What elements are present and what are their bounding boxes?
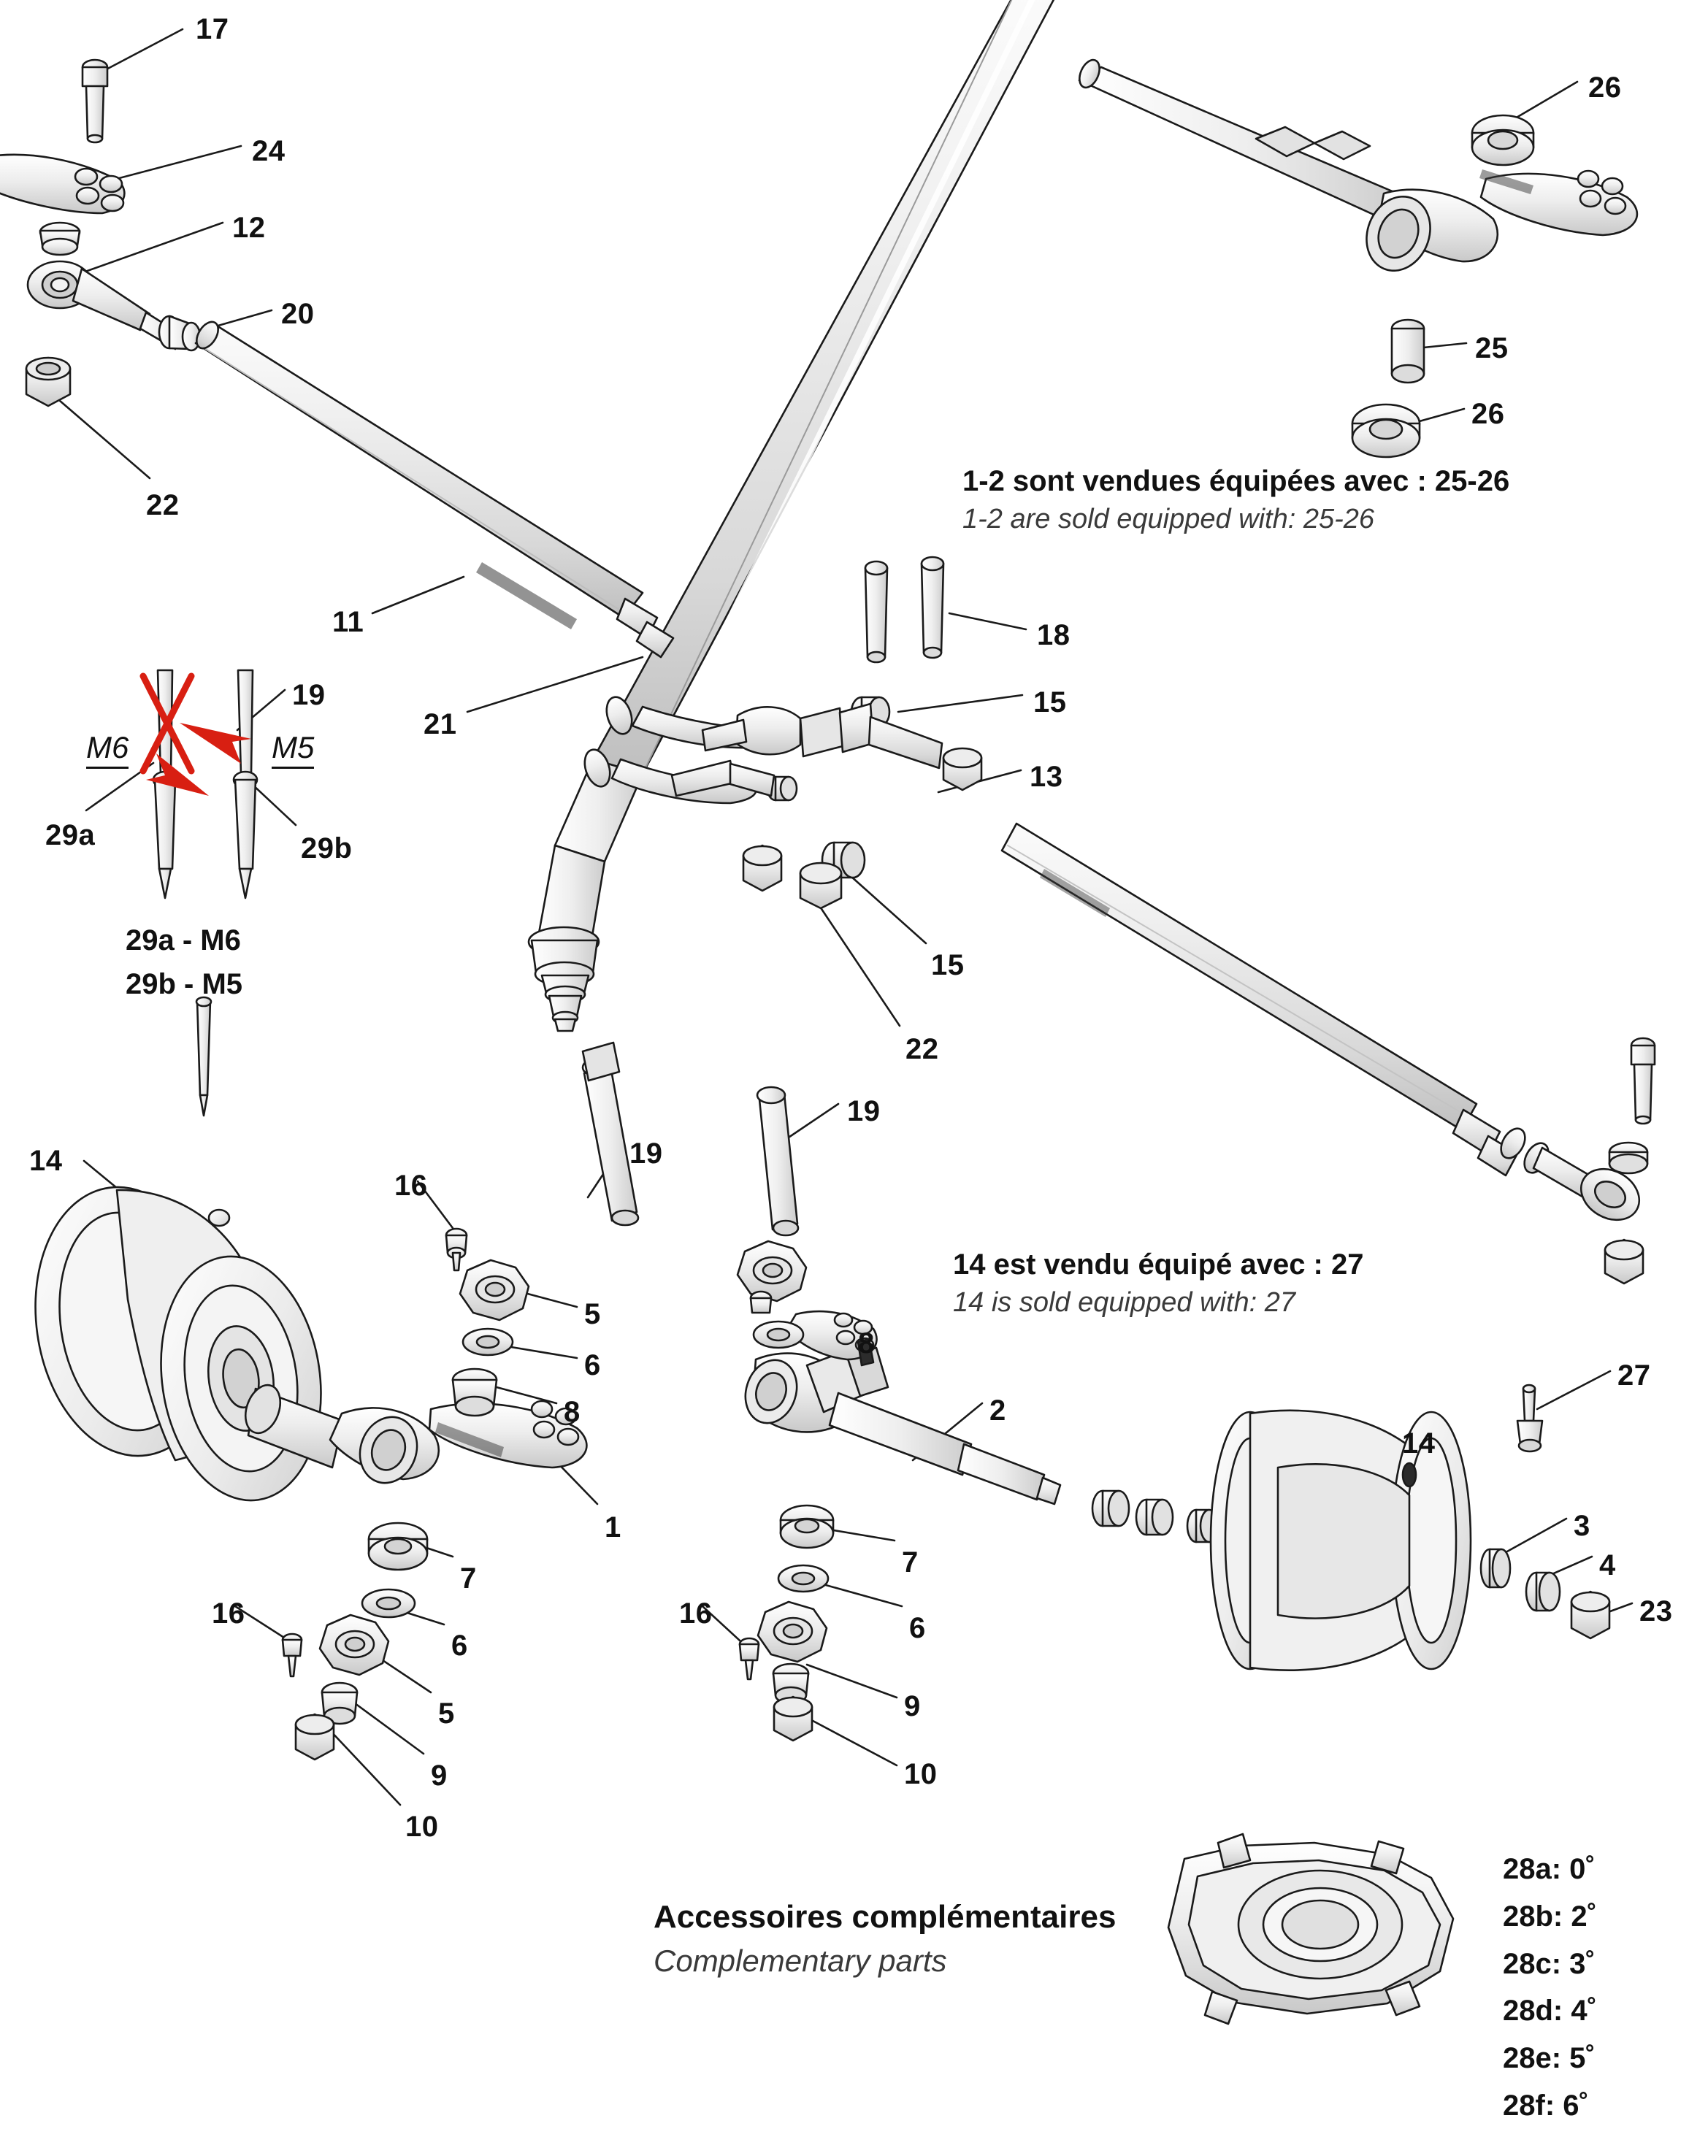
callout-9-center: 9 bbox=[904, 1690, 921, 1722]
callout-15-upper: 15 bbox=[1033, 686, 1067, 718]
callout-7-center: 7 bbox=[902, 1546, 919, 1578]
angle-option-28c: 28c: 3˚ bbox=[1503, 1947, 1596, 1980]
callout-19-mid-left: 19 bbox=[629, 1138, 663, 1170]
callout-6-lower-left: 6 bbox=[451, 1630, 468, 1662]
callout-22-upper-left: 22 bbox=[146, 489, 180, 521]
accessories-caption-en: Complementary parts bbox=[654, 1943, 947, 1978]
callout-1: 1 bbox=[605, 1511, 621, 1543]
callout-27: 27 bbox=[1617, 1359, 1651, 1392]
callout-5-upper-left: 5 bbox=[584, 1298, 601, 1330]
thread-label-m6: M6 bbox=[86, 730, 129, 769]
callout-12: 12 bbox=[232, 212, 266, 244]
note-25-26-fr: 1-2 sont vendues équipées avec : 25-26 bbox=[962, 465, 1510, 497]
callout-8-left: 8 bbox=[564, 1396, 581, 1428]
angle-option-28a: 28a: 0˚ bbox=[1503, 1853, 1596, 1885]
callout-11: 11 bbox=[332, 606, 364, 638]
angle-option-28b: 28b: 2˚ bbox=[1503, 1900, 1597, 1933]
callout-2: 2 bbox=[989, 1395, 1006, 1427]
callout-16-upper-left: 16 bbox=[394, 1170, 428, 1202]
callout-9-left: 9 bbox=[431, 1760, 448, 1792]
angle-option-28f: 28f: 6˚ bbox=[1503, 2089, 1589, 2122]
thread-legend bbox=[126, 918, 242, 1006]
callout-15-lower: 15 bbox=[931, 949, 965, 981]
callout-16-lower-left: 16 bbox=[212, 1597, 245, 1630]
callout-19-center: 19 bbox=[847, 1095, 881, 1127]
callout-22-middle: 22 bbox=[905, 1033, 939, 1065]
callout-7-left: 7 bbox=[460, 1562, 477, 1595]
thread-legend-line-1: 29a - M6 bbox=[126, 924, 241, 956]
callout-26-lower: 26 bbox=[1471, 398, 1505, 430]
callout-14-left: 14 bbox=[29, 1145, 63, 1177]
callout-13: 13 bbox=[1030, 761, 1063, 793]
callout-16-center: 16 bbox=[679, 1597, 713, 1630]
callout-17: 17 bbox=[196, 13, 229, 45]
callout-18: 18 bbox=[1037, 619, 1071, 651]
angle-option-28e: 28e: 5˚ bbox=[1503, 2042, 1596, 2075]
callout-26-top: 26 bbox=[1588, 72, 1622, 104]
callout-20: 20 bbox=[281, 298, 315, 330]
callout-8-center: 8 bbox=[858, 1327, 875, 1359]
accessories-caption-fr: Accessoires complémentaires bbox=[654, 1899, 1117, 1935]
callout-14-right: 14 bbox=[1402, 1427, 1436, 1459]
callout-24: 24 bbox=[252, 135, 286, 167]
callout-10-center: 10 bbox=[904, 1758, 938, 1790]
callout-10-left: 10 bbox=[405, 1811, 439, 1843]
callout-5-lower-left: 5 bbox=[438, 1697, 455, 1730]
callout-21: 21 bbox=[424, 708, 457, 740]
callout-25: 25 bbox=[1475, 332, 1509, 364]
callout-29a: 29a bbox=[45, 819, 96, 851]
callout-6-center: 6 bbox=[909, 1612, 926, 1644]
callout-6-upper-left: 6 bbox=[584, 1349, 601, 1381]
callout-3: 3 bbox=[1574, 1510, 1590, 1542]
thread-label-m5: M5 bbox=[272, 730, 314, 769]
callout-29b: 29b bbox=[301, 832, 353, 864]
callout-23: 23 bbox=[1639, 1595, 1673, 1627]
note-25-26-en: 1-2 are sold equipped with: 25-26 bbox=[962, 504, 1375, 534]
callout-19-left: 19 bbox=[292, 679, 326, 711]
thread-legend-line-2: 29b - M5 bbox=[126, 968, 243, 1000]
angle-option-28d: 28d: 4˚ bbox=[1503, 1995, 1597, 2028]
angle-options-list bbox=[1503, 1846, 1597, 2130]
note-27-fr: 14 est vendu équipé avec : 27 bbox=[953, 1248, 1364, 1281]
note-27-en: 14 is sold equipped with: 27 bbox=[953, 1287, 1295, 1318]
note-sold-with-25-26 bbox=[962, 461, 1509, 538]
accessories-caption bbox=[654, 1895, 1116, 1982]
note-sold-with-27 bbox=[953, 1245, 1363, 1321]
callout-4: 4 bbox=[1599, 1549, 1616, 1581]
